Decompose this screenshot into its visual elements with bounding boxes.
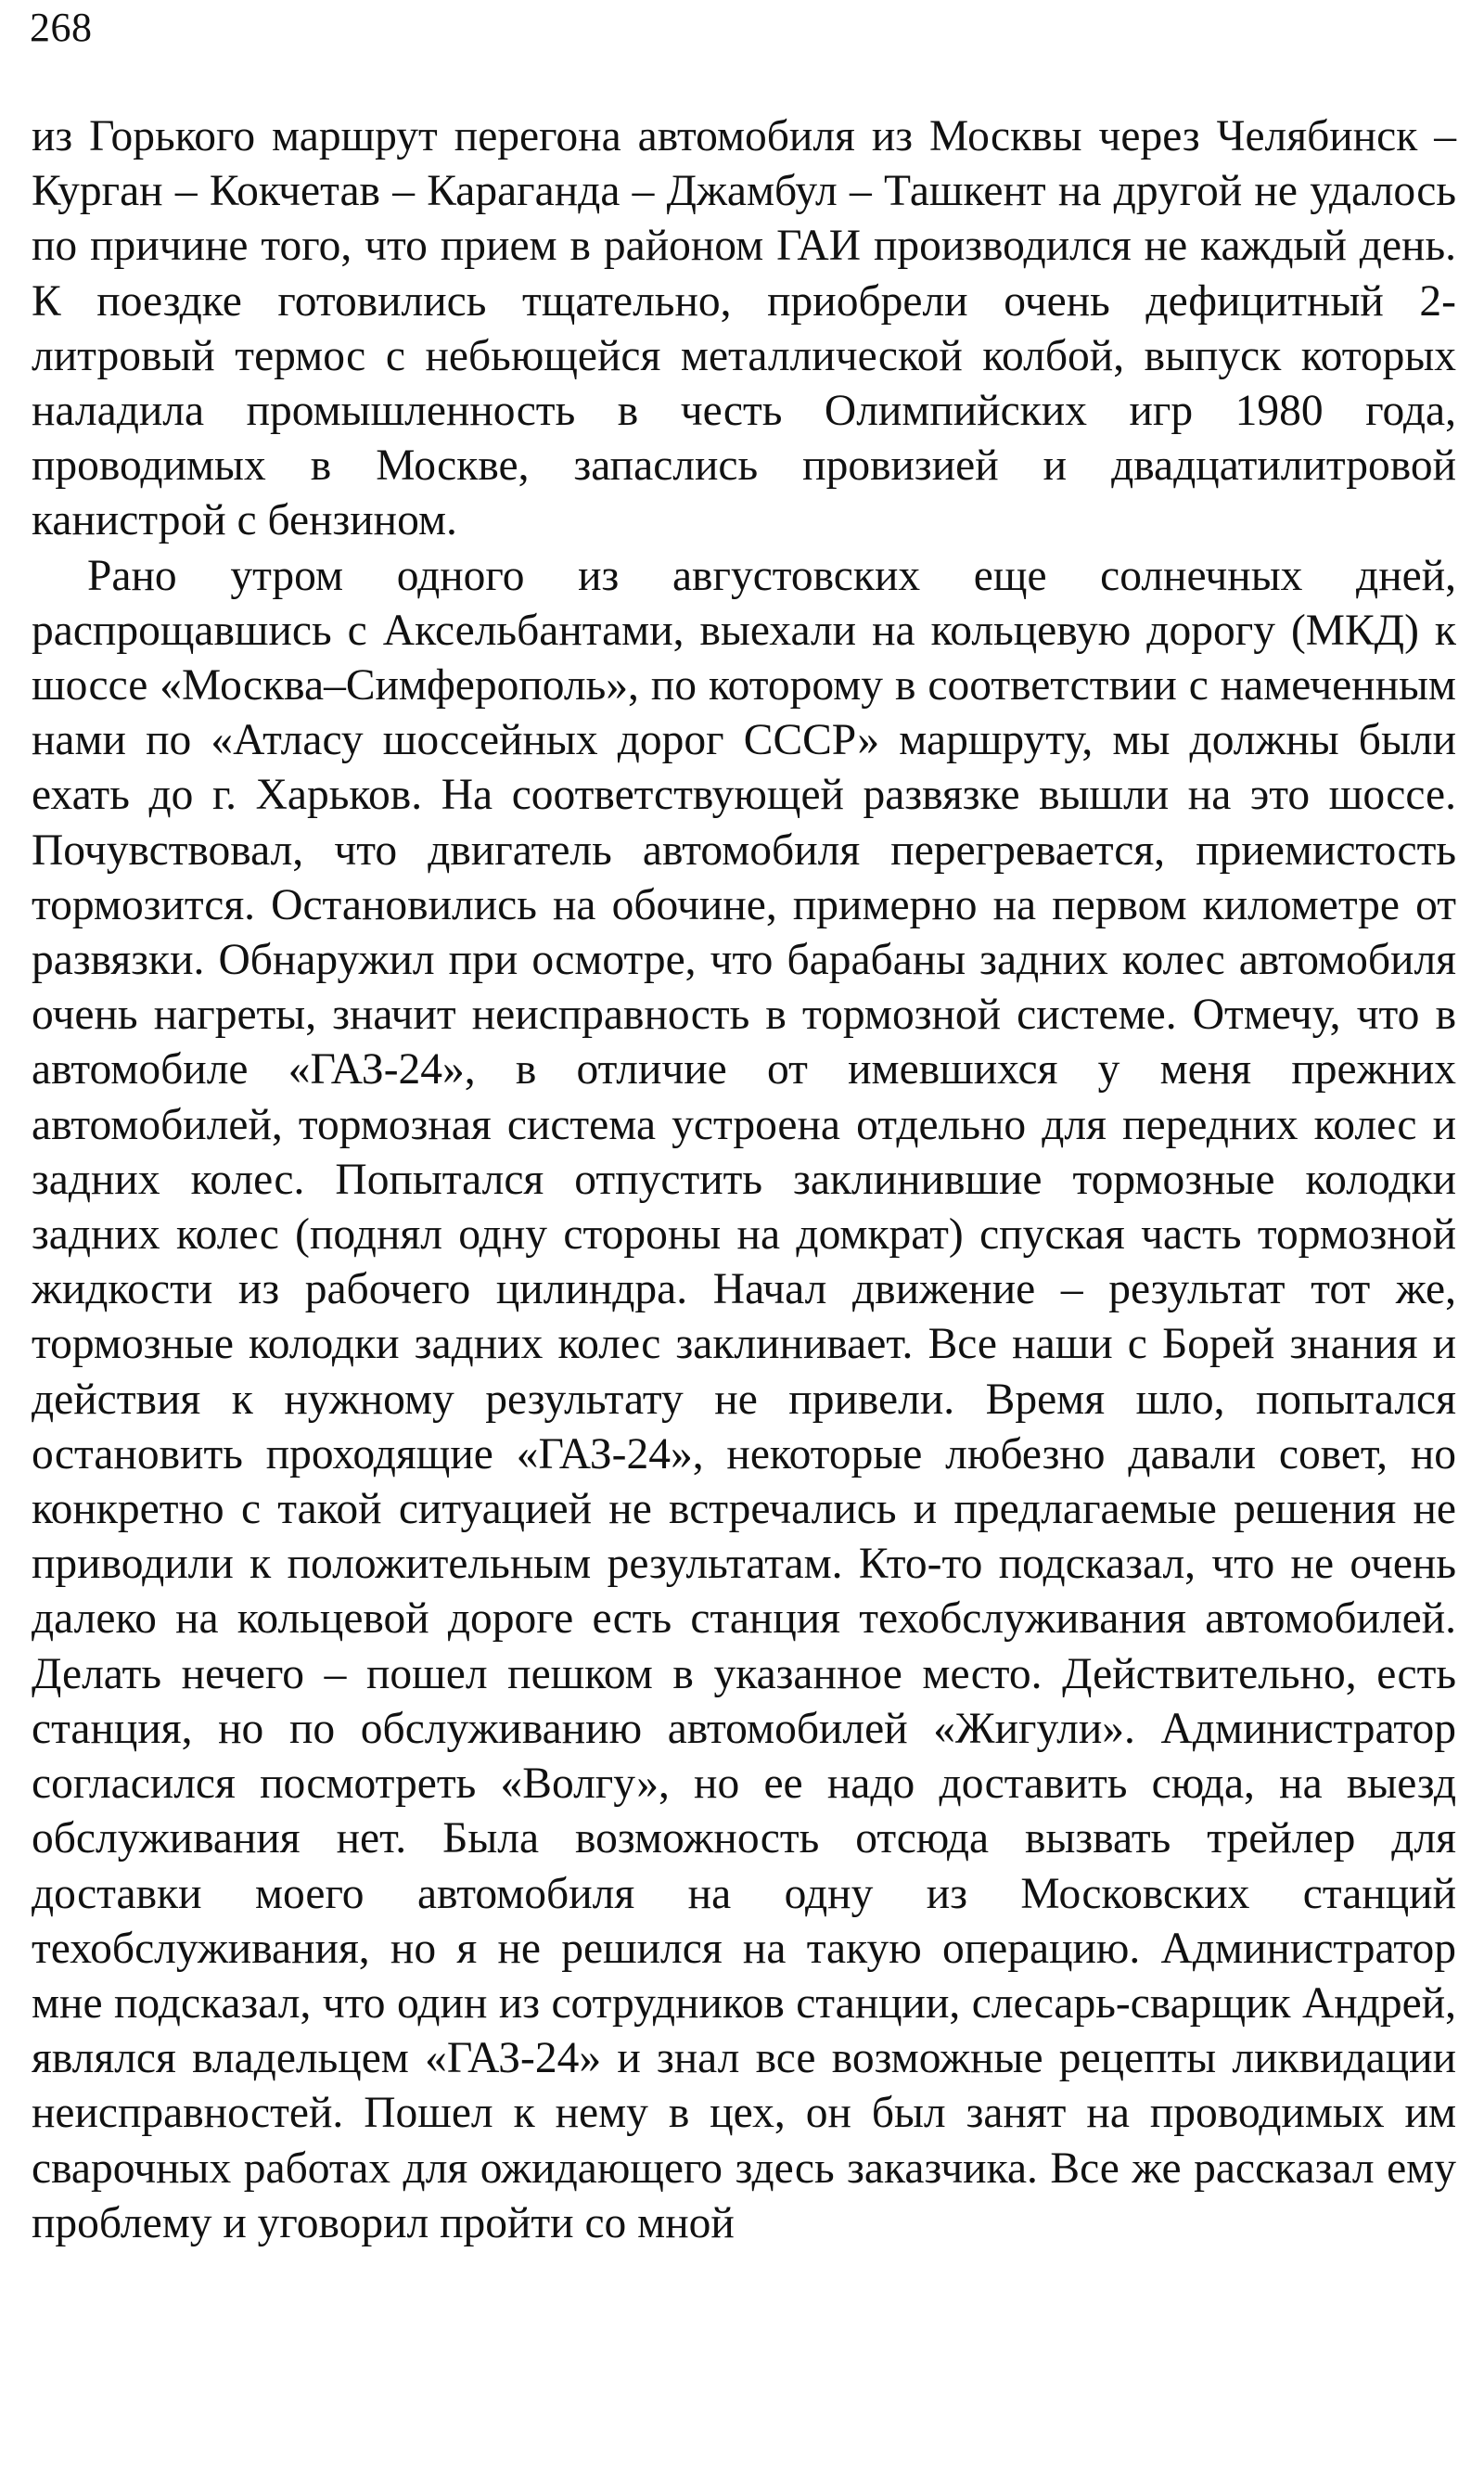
paragraph-continuation: из Горького маршрут перегона автомобиля из Москвы через Челябинск – Курган – Кокчетав – Караганда – Джамбул – Ташкент на другой не удалось по причине того, что прием в районом ГАИ производился не каждый день. К поездке готовились тщательно, приобрели очень дефицитный 2-литровый термос с небьющейся металлической колбой, выпуск которых наладила промышленность в честь Олимпийских игр 1980 года, проводимых в Москве, запаслись провизией и двадцатилитровой канистрой с бензином. — [32, 112, 1456, 545]
body-text — [32, 109, 1456, 2251]
page-number: 268 — [30, 5, 93, 50]
paragraph-trip-story: Рано утром одного из августовских еще солнечных дней, распрощавшись с Аксельбантами, выехали на кольцевую дорогу (МКД) к шоссе «Москва–Симферополь», по которому в соответствии с намеченным нами по «Атласу шоссейных дорог СССР» маршруту, мы должны были ехать до г. Харьков. На соответствующей развязке вышли на это шоссе. Почувствовал, что двигатель автомобиля перегревается, приемистость тормозится. Остановились на обочине, примерно на первом километре от развязки. Обнаружил при осмотре, что барабаны задних колес автомобиля очень нагреты, значит неисправность в тормозной системе. Отмечу, что в автомобиле «ГАЗ-24», в отличие от имевшихся у меня прежних автомобилей, тормозная система устроена отдельно для передних колес и задних колес. Попытался отпустить заклинившие тормозные колодки задних колес (поднял одну стороны на домкрат) спуская часть тормозной жидкости из рабочего цилиндра. Начал движение – результат тот же, тормозные колодки задних колес заклинивает. Все наши с Борей знания и действия к нужному результату не привели. Время шло, попытался остановить проходящие «ГАЗ-24», некоторые любезно давали совет, но конкретно с такой ситуацией не встречались и предлагаемые решения не приводили к положительным результатам. Кто-то подсказал, что не очень далеко на кольцевой дороге есть станция техобслуживания автомобилей. Делать нечего – пошел пешком в указанное место. Действительно, есть станция, но по обслуживанию автомобилей «Жигули». Администратор согласился посмотреть «Волгу», но ее надо доставить сюда, на выезд обслуживания нет. Была возможность отсюда вызвать трейлер для доставки моего автомобиля на одну из Московских станций техобслуживания, но я не решился на такую операцию. Администратор мне подсказал, что один из сотрудников станции, слесарь-сварщик Андрей, являлся владельцем «ГАЗ-24» и знал все возможные рецепты ликвидации неисправностей. Пошел к нему в цех, он был занят на проводимых им сварочных работах для ожидающего здесь заказчика. Все же рассказал ему проблему и уговорил пройти со мной — [32, 551, 1456, 2247]
